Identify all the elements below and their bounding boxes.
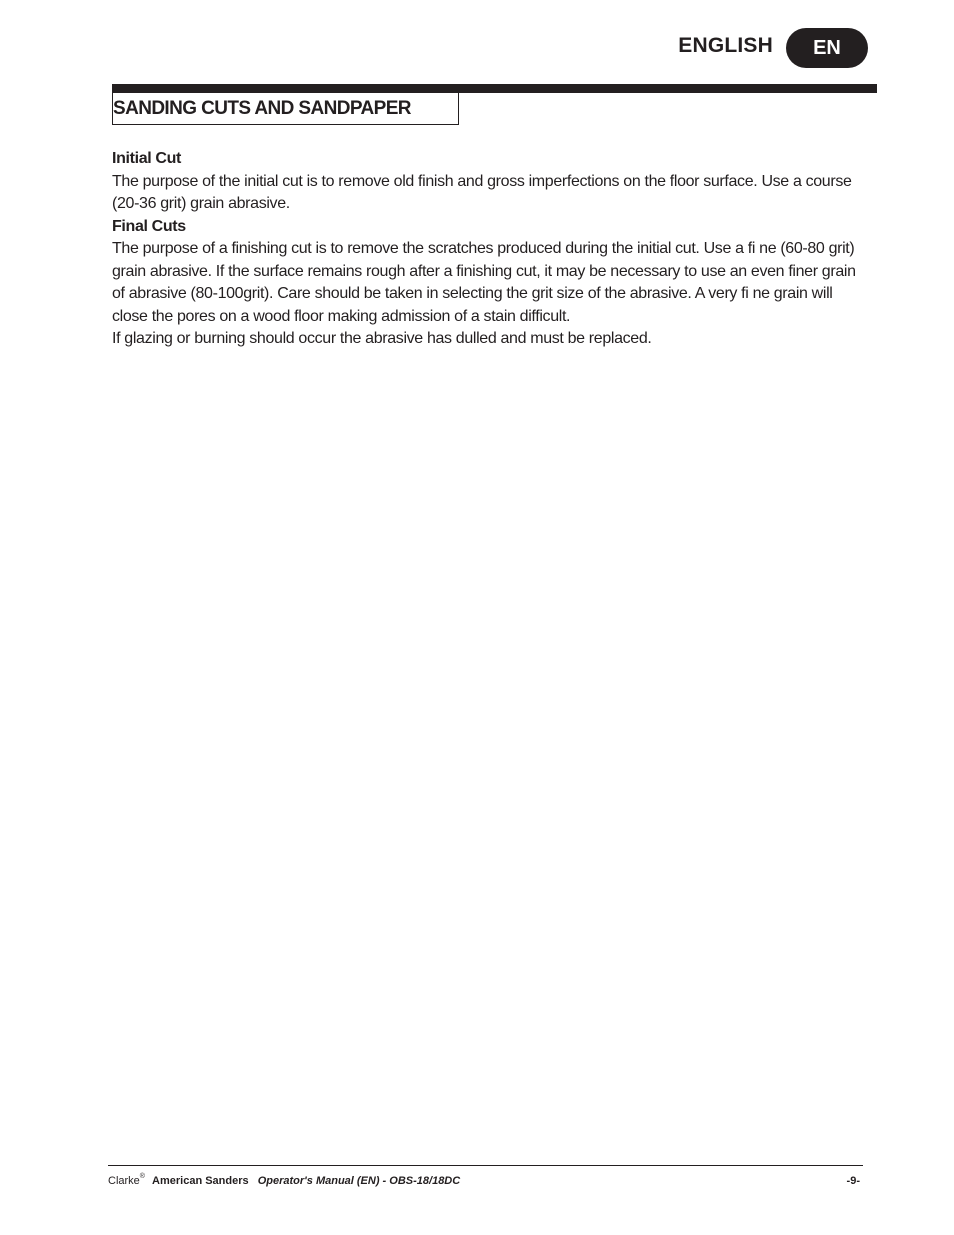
section-top-rule	[112, 84, 877, 93]
final-cuts-heading: Final Cuts	[112, 217, 186, 235]
page-footer	[108, 1175, 860, 1191]
language-header	[0, 28, 954, 70]
page-number: -9-	[846, 1175, 860, 1187]
section-title: SANDING CUTS AND SANDPAPER	[113, 98, 411, 119]
final-cuts-note: If glazing or burning should occur the abrasive has dulled and must be replaced.	[112, 330, 652, 347]
language-code-badge: EN	[786, 28, 868, 68]
initial-cut-heading: Initial Cut	[112, 150, 182, 167]
footer-brand: Clarke	[108, 1175, 140, 1187]
footer-rule	[108, 1165, 863, 1166]
page-content	[112, 148, 872, 351]
registered-mark: ®	[139, 1173, 145, 1180]
section-title-box	[112, 93, 459, 125]
footer-company: American Sanders	[152, 1175, 249, 1187]
final-cuts-text: The purpose of a finishing cut is to remove the scratches produced during the initial cut. Use a fi ne (60-80 grit) grain abrasive. If the surface remains rough after a finishing cut, it may be necessary to use an even finer grain of abrasive (80-100grit). Care should be taken in selecting the grit size of the abrasive. A very fi ne grain will close the pores on a wood floor making admission of a stain difficult.	[112, 240, 856, 325]
language-label: ENGLISH	[678, 34, 773, 57]
initial-cut-text: The purpose of the initial cut is to remove old finish and gross imperfections on the floor surface. Use a course (20-36 grit) grain abrasive.	[112, 172, 852, 212]
footer-manual-title: Operator's Manual (EN) - OBS-18/18DC	[257, 1175, 461, 1187]
